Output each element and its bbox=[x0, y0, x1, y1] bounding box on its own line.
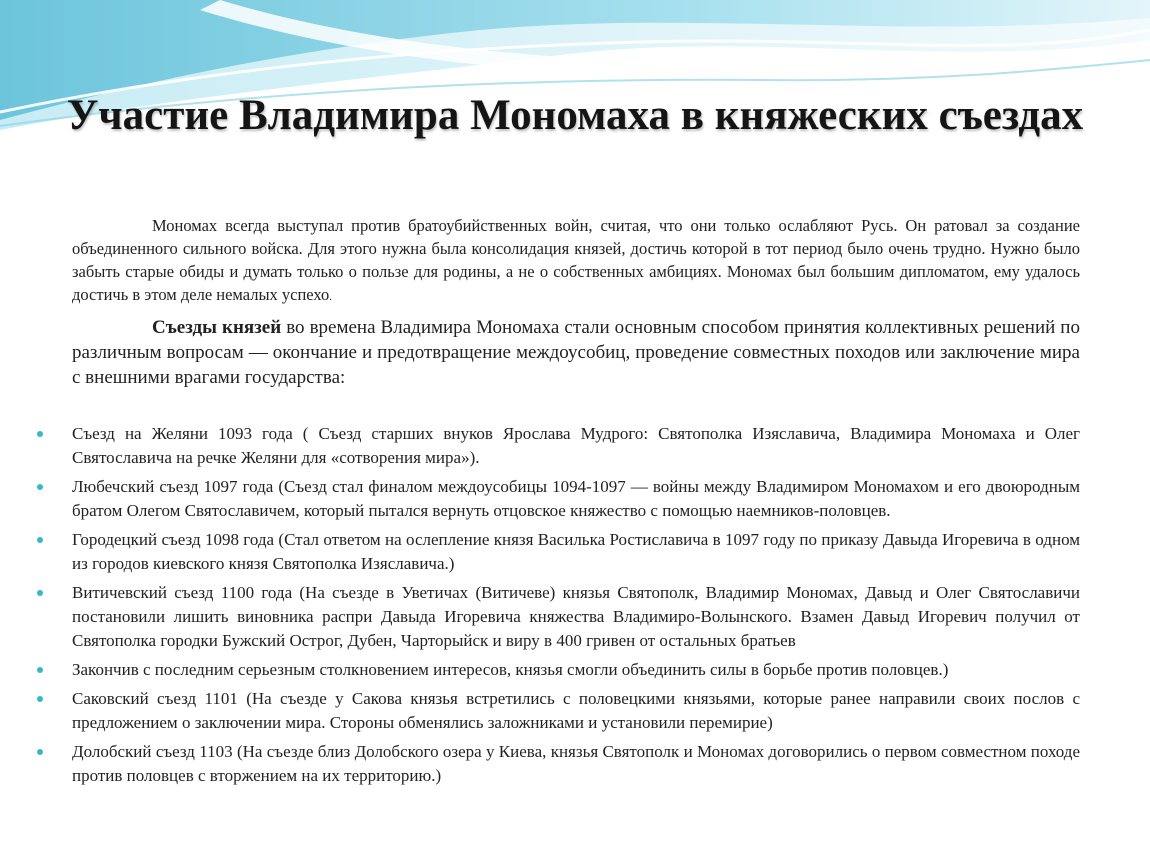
summary-lead: Съезды князей bbox=[152, 317, 282, 338]
list-item-text: Городецкий съезд 1098 года (Стал ответом на ослепление князя Василька Ростиславича в 1097 году по приказу Давыда Игоревича в одном из городов киевского князя Святополка Изяславича.) bbox=[72, 530, 1080, 573]
bullet-dot-icon bbox=[37, 667, 43, 673]
list-item-text: Любечский съезд 1097 года (Съезд стал финалом междоусобицы 1094-1097 — войны между Владимиром Мономахом и его двоюродным братом Олегом Святославичем, который пытался вернуть отцовское княжество с помощью наемников-половцев. bbox=[72, 477, 1080, 520]
intro-tail: . bbox=[329, 291, 333, 303]
congress-list bbox=[72, 422, 1080, 788]
bullet-dot-icon bbox=[37, 431, 43, 437]
list-item bbox=[72, 740, 1080, 788]
slide-title: Участие Владимира Мономаха в княжеских съездах bbox=[66, 92, 1084, 139]
intro-paragraph bbox=[72, 214, 1080, 309]
list-item bbox=[72, 658, 1080, 682]
bullet-dot-icon bbox=[37, 484, 43, 490]
intro-text: Мономах всегда выступал против братоубийственных войн, считая, что они только ослабляют Русь. Он ратовал за создание объединенного сильного войска. Для этого нужна была консолидация князей, достичь которой в тот период было очень трудно. Нужно было забыть старые обиды и думать только о пользе для родины, а не о собственных амбициях. Мономах был большим дипломатом, ему удалось достичь в этом деле немалых успехо bbox=[72, 216, 1080, 304]
summary-paragraph bbox=[72, 315, 1080, 390]
list-item-text: Закончив с последним серьезным столкновением интересов, князья смогли объединить силы в борьбе против половцев.) bbox=[72, 660, 949, 679]
list-item-text: Витичевский съезд 1100 года (На съезде в Уветичах (Витичеве) князья Святополк, Владимир Мономах, Давыд и Олег Святославичи постановили лишить виновника распри Давыда Игоревича княжества Владимиро-Волынского. Взамен Давыд Игоревич получил от Святополка городки Бужский Острог, Дубен, Чарторыйск и виру в 400 гривен от остальных братьев bbox=[72, 583, 1080, 650]
list-item bbox=[72, 528, 1080, 576]
list-item bbox=[72, 422, 1080, 470]
bullet-dot-icon bbox=[37, 696, 43, 702]
list-item bbox=[72, 475, 1080, 523]
bullet-dot-icon bbox=[37, 749, 43, 755]
list-item bbox=[72, 687, 1080, 735]
slide-content bbox=[72, 214, 1080, 793]
list-item bbox=[72, 581, 1080, 653]
bullet-dot-icon bbox=[37, 537, 43, 543]
bullet-dot-icon bbox=[37, 590, 43, 596]
summary-rest: во времена Владимира Мономаха стали основным способом принятия коллективных решений по различным вопросам — окончание и предотвращение междоусобиц, проведение совместных походов или заключение мира с внешними врагами государства: bbox=[72, 317, 1080, 388]
list-item-text: Саковский съезд 1101 (На съезде у Сакова князья встретились с половецкими князьями, которые ранее направили своих послов с предложением о заключении мира. Стороны обменялись заложниками и установили перемирие) bbox=[72, 689, 1080, 732]
list-item-text: Съезд на Желяни 1093 года ( Съезд старших внуков Ярослава Мудрого: Святополка Изяславича, Владимира Мономаха и Олег Святославича на речке Желяни для «сотворения мира»). bbox=[72, 424, 1080, 467]
list-item-text: Долобский съезд 1103 (На съезде близ Долобского озера у Киева, князья Святополк и Мономах договорились о первом совместном походе против половцев с вторжением на их территорию.) bbox=[72, 742, 1080, 785]
